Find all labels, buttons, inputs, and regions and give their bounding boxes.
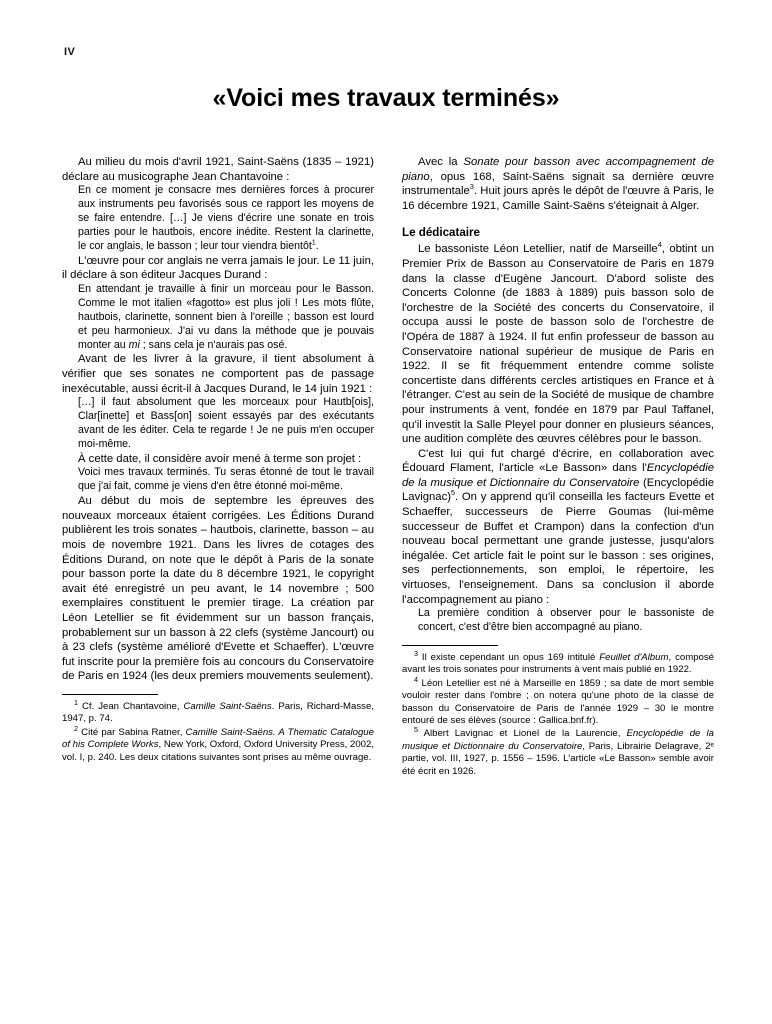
footnote-ref-5: 5: [450, 488, 455, 498]
paragraph-gravure: Avant de les livrer à la gravure, il tient absolument à vérifier que ses sonates ne comportent pas de passage inexécutable, aussi écrit-il à Jacques Durand, le 14 juin 1921 :: [62, 353, 374, 395]
footnote-italic: Camille Saint-Saëns: [183, 700, 272, 712]
footnote-italic: Encyclopédie de la musique et Dictionnaire du Conservatoire: [402, 728, 714, 752]
blockquote-durand-1: [78, 283, 374, 353]
footnote-italic: Feuillet d'Album: [599, 652, 669, 664]
blockquote-travaux-termines: Voici mes travaux terminés. Tu seras étonné de tout le travail que j'ai fait, comme je viens d'en être étonné moi-même.: [78, 466, 374, 493]
quote-text-end: .: [315, 239, 319, 252]
footnote-text-before: Albert Lavignac et Lionel de la Laurencie,: [423, 728, 627, 740]
paragraph-encyclopedie: [402, 447, 714, 608]
footnote-ref-1: 1: [311, 237, 316, 247]
footnote-number: 5: [414, 725, 418, 735]
footnote-text-after: , Paris, Librairie Delagrave, 2ᵉ partie, vol. III, 1927, p. 1556 – 1596. L'article «Le Basson» semble avoir été écrit en 1926.: [402, 740, 714, 777]
right-column: [402, 155, 714, 778]
footnote-text-after: . Paris, Richard-Masse, 1947, p. 74.: [62, 700, 374, 725]
encyclopedia-title-italic: Encyclopédie de la musique et Dictionnaire du Conservatoire: [402, 462, 714, 489]
page-title: «Voici mes travaux terminés»: [212, 84, 560, 112]
footnote-italic: Camille Saint-Saëns. A Thematic Catalogue of his Complete Works: [62, 726, 374, 751]
page-folio: IV: [64, 46, 76, 58]
text-before: C'est lui qui fut chargé d'écrire, en collaboration avec Édouard Flament, l'article «Le Basson» dans l': [402, 447, 714, 475]
text-before: Avec la: [418, 156, 464, 168]
footnote-5: [402, 725, 714, 778]
footnote-text-before: Cité par Sabina Ratner,: [81, 726, 186, 738]
paragraph-sonate-basson: [402, 155, 714, 213]
paragraph-letellier: [402, 242, 714, 446]
text-end: . Huit jours après le dépôt de l'œuvre à Paris, le 16 décembre 1921, Camille Saint-Saëns s'éteignait à Alger.: [402, 185, 714, 212]
text-after: . On y apprend qu'il conseilla les facteurs Evette et Schaeffer, successeurs de Pierre Goumas (lui-même successeur de Buffet et Crampon) dans la confection d'un nouveau bocal permettant une grande justesse, jusqu'alors inégalée. Cet article fait le point sur le basson : ses origines, ses perfectionnements, son emploi, le répertoire, les virtuoses, l'enseignement. Dans sa conclusion il aborde l'accompagnement au piano :: [402, 491, 714, 606]
footnote-rule: [402, 645, 498, 646]
footnote-2: [62, 723, 374, 764]
footnote-number: 3: [414, 648, 418, 658]
left-footnotes: [62, 694, 374, 764]
footnote-rule: [62, 694, 158, 695]
blockquote-durand-2: […] il faut absolument que les morceaux pour Hautb[ois], Clar[inette] et Bass[on] soient essayés par des exécutants avant de les éditer. Cela te regarde ! Je ne puis m'en occuper moi-même.: [78, 396, 374, 450]
footnote-text-before: Léon Letellier est né à Marseille en 1859 ; sa date de mort semble vouloir rester dans l'ombre ; on notera qu'une photo de la classe de basson du Conservatoire de Paris de l'année 1929 – 30 le montre entouré de ses élèves (source : Gallica.bnf.fr).: [402, 677, 714, 727]
left-column: [62, 155, 374, 778]
right-footnotes: [402, 645, 714, 778]
paragraph-projet: À cette date, il considère avoir mené à terme son projet :: [78, 452, 362, 465]
footnote-number: 2: [74, 723, 78, 733]
text-after: , obtint un Premier Prix de Basson au Conservatoire de Paris en 1879 dans la classe d'Eugène Jancourt. D'abord soliste des Concerts Colonne (de 1883 à 1889) puis basson solo de l'orchestre de la Société des concerts du Conservatoire, il occupa aussi le poste de basson solo de l'orchestre de l'Opéra de 1887 à 1924. Il fut enfin professeur de basson au Conservatoire national supérieur de musique de Paris en 1922. Il se fit fréquemment entendre comme soliste concertiste dans différents cercles artistiques en France et à l'étranger. C'est au sein de la Société de musique de chambre pour instruments à vent, fondée en 1879 par Paul Taffanel, qu'il investit la Salle Pleyel pour donner en plusieurs séances, une audition complète des œuvres célèbres pour le basson.: [402, 243, 714, 446]
blockquote-accompagnement: La première condition à observer pour le bassoniste de concert, c'est d'être bien accompagné au piano.: [418, 607, 714, 634]
text-after: , opus 168, Saint-Saëns signait sa dernière œuvre instrumentale: [402, 170, 714, 198]
footnote-4: [402, 674, 714, 728]
paragraph-intro: Au milieu du mois d'avril 1921, Saint-Saëns (1835 – 1921) déclare au musicographe Jean Chantavoine :: [62, 156, 374, 183]
quote-text: En ce moment je consacre mes dernières forces à procurer aux instruments peu favorisés sous ce rapport les moyens de se faire entendre. […] Je viens d'écrire une sonate en trois parties pour le hautbois, encore inédite. Restent la clarinette, le cor anglais, le basson ; leur tour viendra bientôt: [78, 184, 374, 252]
work-title-italic: Sonate pour basson avec accompagnement de piano: [402, 156, 714, 183]
two-column-body: [62, 155, 714, 778]
blockquote-chantavoine: [78, 184, 374, 254]
paragraph-editions-durand: Au début du mois de septembre les épreuves des nouveaux morceaux étaient corrigées. Les Éditions Durand publièrent les trois sonates – hautbois, clarinette, basson – au mois de novembre 1921. Dans les livres de cotages des Éditions Durand, on note que le dépôt à Paris de la sonate pour basson porte la date du 8 décembre 1921, le copyright avait été enregistré un peu avant, le 14 novembre ; 500 exemplaires constituent le premier tirage. La création par Léon Letellier se fit évidemment sur un basson français, probablement sur un basson à 22 clefs (système Jancourt) ou à 23 clefs (système amélioré d'Evette et Schaeffer). L'œuvre fut inscrite pour la première fois au concours du Conservatoire de Paris en 1924 (les deux premiers mouvements seulement).: [62, 495, 374, 683]
footnote-text-after: , New York, Oxford, Oxford University Press, 2002, vol. I, p. 240. Les deux citations suivantes sont prises au même ouvrage.: [62, 739, 374, 763]
text-before: Le bassoniste Léon Letellier, natif de Marseille: [418, 243, 658, 256]
footnote-text-before: Cf. Jean Chantavoine,: [81, 700, 184, 712]
footnote-number: 4: [414, 674, 418, 684]
section-heading-dedicataire: Le dédicataire: [402, 226, 480, 240]
footnote-3: [402, 648, 714, 677]
text-mid: (Encyclopédie Lavignac): [402, 476, 714, 504]
footnote-ref-4: 4: [657, 240, 662, 250]
quote-italic-mi: mi: [128, 338, 140, 351]
paragraph-cor-anglais: L'œuvre pour cor anglais ne verra jamais le jour. Le 11 juin, il déclare à son éditeur Jacques Durand :: [62, 254, 374, 282]
footnote-text-after: , composé avant les trois sonates pour instruments à vent mais publié en 1922.: [402, 652, 714, 676]
footnote-number: 1: [74, 697, 78, 707]
footnote-ref-3: 3: [469, 182, 474, 192]
quote-text: En attendant je travaille à finir un morceau pour le Basson. Comme le mot italien «fagotto» est plus joli ! Les mots flûte, hautbois, clarinette, sonnent bien à l'oreille ; basson est lourd et peu harmonieux. J'ai vu dans la méthode que je pouvais monter au: [78, 282, 374, 351]
footnote-text-before: Il existe cependant un opus 169 intitulé: [421, 652, 600, 664]
quote-text-end: ; sans cela je n'aurais pas osé.: [139, 338, 288, 351]
footnote-1: [62, 697, 374, 726]
